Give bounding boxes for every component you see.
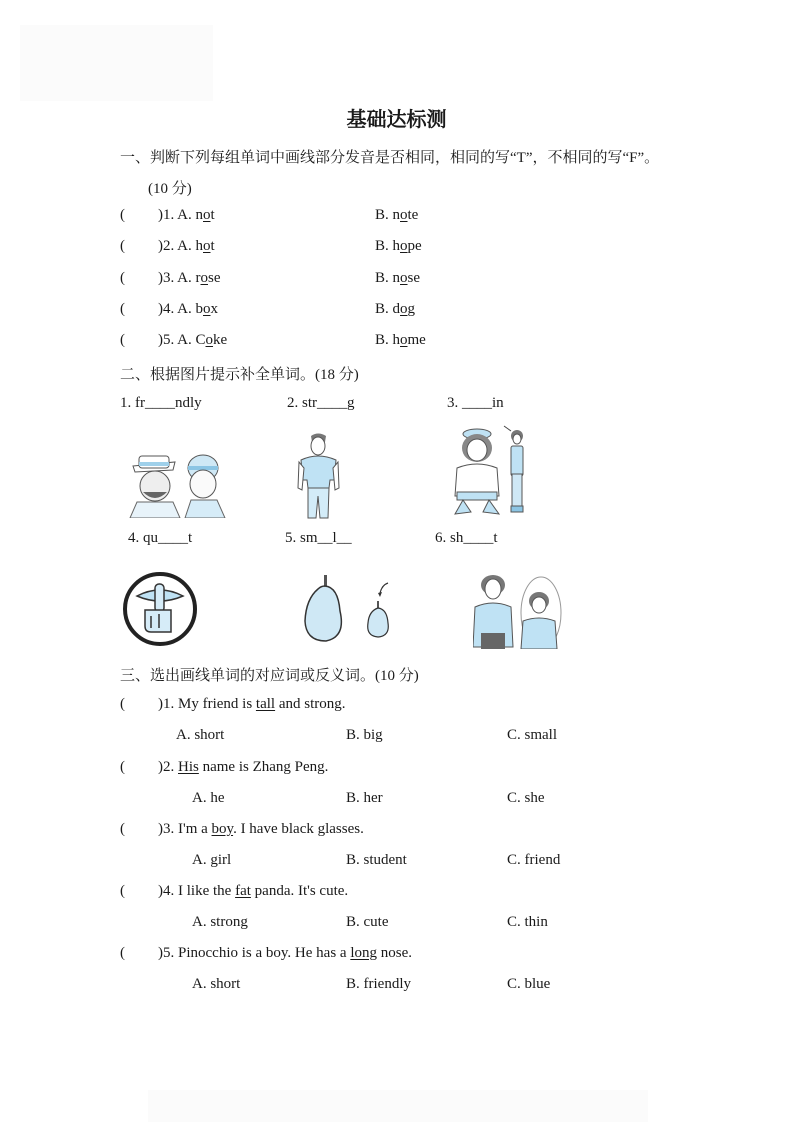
item-number: )4. A. [158, 301, 196, 317]
underlined-letter: o [400, 238, 408, 254]
item-number: )4. [158, 883, 178, 899]
pronunciation-item-a: )3. A. rose [158, 270, 221, 286]
pronunciation-item-a: )5. A. Coke [158, 332, 228, 348]
word-blank-5: 5. sm__l__ [285, 530, 352, 546]
answer-paren[interactable]: ( [120, 301, 125, 317]
option-a[interactable]: A. girl [192, 852, 232, 868]
short-boy-picture [473, 573, 563, 649]
underlined-word: His [178, 759, 199, 775]
answer-paren[interactable]: ( [120, 759, 125, 775]
option-c[interactable]: C. she [507, 790, 545, 806]
option-a[interactable]: A. he [192, 790, 225, 806]
pronunciation-item-a: )2. A. hot [158, 238, 215, 254]
thin-boy-picture [449, 424, 534, 519]
pronunciation-item-a: )4. A. box [158, 301, 218, 317]
answer-paren[interactable]: ( [120, 270, 125, 286]
section1-heading: 一、判断下列每组单词中画线部分发音是否相同，相同的写“T”，不相同的写“F”。 [120, 150, 660, 166]
option-c[interactable]: C. small [507, 727, 558, 743]
item-number: )2. [158, 759, 178, 775]
option-c[interactable]: C. thin [507, 914, 548, 930]
section1-score: (10 分) [148, 181, 192, 197]
underlined-letter: o [203, 301, 211, 317]
underlined-letter: o [400, 207, 408, 223]
item-number: )5. A. [158, 332, 196, 348]
underlined-word: boy [211, 821, 234, 837]
option-c[interactable]: C. friend [507, 852, 561, 868]
section2-heading: 二、根据图片提示补全单词。(18 分) [120, 367, 359, 383]
answer-paren[interactable]: ( [120, 883, 125, 899]
word-blank-1: 1. fr____ndly [120, 395, 202, 411]
option-c[interactable]: C. blue [507, 976, 551, 992]
item-number: )2. A. [158, 238, 196, 254]
underlined-letter: o [200, 270, 208, 286]
question-sentence: )4. I like the fat panda. It's cute. [158, 883, 349, 899]
answer-paren[interactable]: ( [120, 238, 125, 254]
underlined-letter: o [400, 270, 408, 286]
friendly-grandparents-picture [125, 448, 230, 518]
pronunciation-item-b: B. home [375, 332, 426, 348]
option-a[interactable]: A. strong [192, 914, 248, 930]
underlined-word: fat [235, 883, 251, 899]
question-sentence: )2. His name is Zhang Peng. [158, 759, 329, 775]
answer-paren[interactable]: ( [120, 332, 125, 348]
underlined-word: long [350, 945, 377, 961]
item-number: )3. [158, 821, 178, 837]
option-a[interactable]: A. short [192, 976, 241, 992]
question-sentence: )3. I'm a boy. I have black glasses. [158, 821, 364, 837]
option-b[interactable]: B. her [346, 790, 383, 806]
underlined-letter: o [203, 238, 211, 254]
option-b[interactable]: B. friendly [346, 976, 411, 992]
word-blank-2: 2. str____g [287, 395, 355, 411]
word-blank-4: 4. qu____t [128, 530, 193, 546]
strong-man-picture [296, 432, 341, 520]
question-sentence: )5. Pinocchio is a boy. He has a long nose. [158, 945, 412, 961]
pronunciation-item-b: B. hope [375, 238, 422, 254]
answer-paren[interactable]: ( [120, 696, 125, 712]
pronunciation-item-b: B. note [375, 207, 419, 223]
page-title: 基础达标测 [346, 109, 447, 131]
section3-heading: 三、选出画线单词的对应词或反义词。(10 分) [120, 668, 419, 684]
item-number: )1. [158, 696, 178, 712]
option-b[interactable]: B. cute [346, 914, 389, 930]
answer-paren[interactable]: ( [120, 207, 125, 223]
answer-paren[interactable]: ( [120, 821, 125, 837]
option-b[interactable]: B. student [346, 852, 407, 868]
item-number: )5. [158, 945, 178, 961]
underlined-letter: o [400, 332, 408, 348]
item-number: )3. A. [158, 270, 196, 286]
underlined-letter: o [400, 301, 408, 317]
quiet-finger-lips-picture [121, 570, 199, 648]
word-blank-3: 3. ____in [447, 395, 504, 411]
underlined-letter: o [203, 207, 211, 223]
word-blank-6: 6. sh____t [435, 530, 498, 546]
option-a[interactable]: A. short [176, 727, 225, 743]
pronunciation-item-a: )1. A. not [158, 207, 215, 223]
watermark-bottom [148, 1090, 648, 1122]
pronunciation-item-b: B. dog [375, 301, 416, 317]
pronunciation-item-b: B. nose [375, 270, 421, 286]
option-b[interactable]: B. big [346, 727, 383, 743]
underlined-word: tall [255, 696, 276, 712]
watermark-top [20, 25, 213, 101]
answer-paren[interactable]: ( [120, 945, 125, 961]
item-number: )1. A. [158, 207, 196, 223]
small-pear-picture [302, 575, 397, 645]
question-sentence: )1. My friend is tall and strong. [158, 696, 346, 712]
underlined-letter: o [205, 332, 214, 348]
